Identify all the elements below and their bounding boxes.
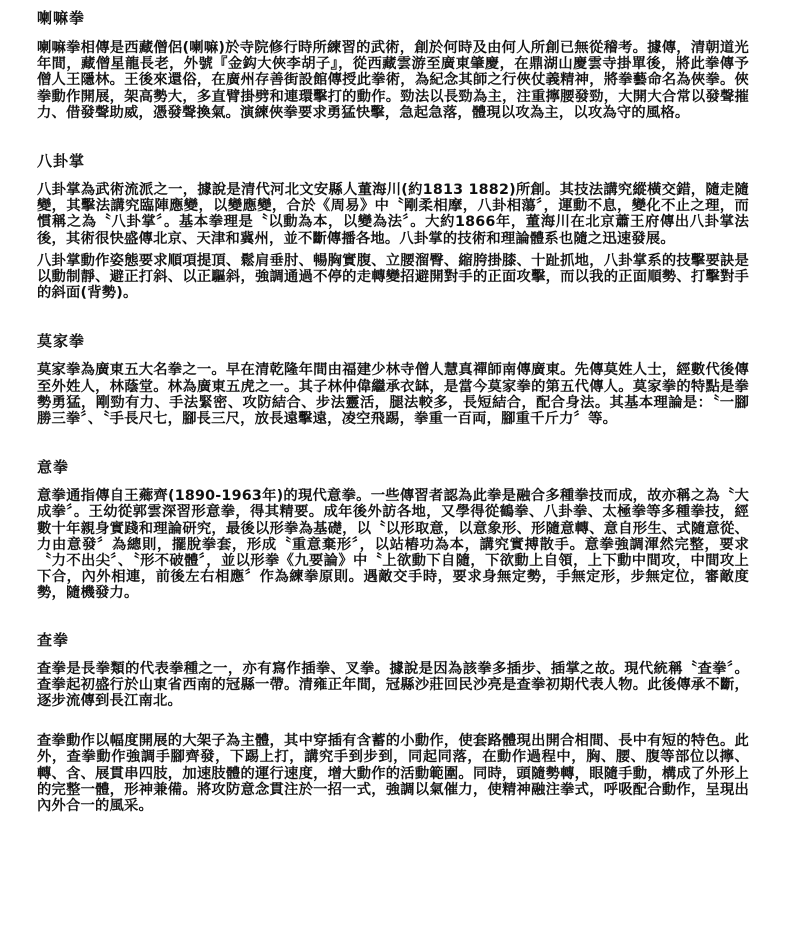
section-lama-fist bbox=[37, 8, 749, 121]
section-title: 意拳 bbox=[37, 458, 70, 477]
section-title: 喇嘛拳 bbox=[37, 9, 86, 27]
section-chaquan bbox=[37, 630, 749, 815]
section-paragraph: 意拳通指傳自王薌齊(1890-1963年)的現代意拳。一些傳習者認為此拳是融合多種拳技而成，故亦稱之為〝大成拳〞。王幼從郭雲深習形意拳，得其精要。成年後外訪各地，又學得從鶴拳、八卦拳、太極拳等多種拳技，經數十年親身實踐和理論研究，最後以形拳為基礎，以〝以形取意，以意象形、形隨意轉、意自形生、式隨意從、力由意發〞為總則，擺脫拳套，形成〝重意棄形〞，以站樁功為本，講究實搏散手。意拳強調渾然完整，要求〝力不出尖〞、〝形不破體〞，並以形拳《九要論》中〝上欲動下自隨，下欲動上自領，上下動中間攻，中間攻上下合，內外相連，前後左右相應〞作為練拳原則。遇敵交手時，要求身無定勢，手無定形，步無定位，審敵度勢，隨機發力。 bbox=[37, 488, 749, 602]
section-title: 查拳 bbox=[37, 630, 70, 649]
section-paragraph: 八卦掌動作姿態要求順項提頂、鬆肩垂肘、暢胸實腹、立腰溜臀、縮胯掛膝、十趾抓地，八卦掌系的技擊要訣是以動制靜、避正打斜、以正驅斜，強調通過不停的走轉變招避開對手的正面攻擊，而以我的正面順勢、打擊對手的斜面(背勢)。 bbox=[37, 252, 749, 302]
section-paragraph: 查拳是長拳類的代表拳種之一，亦有寫作插拳、叉拳。據說是因為該拳多插步、插掌之故。現代統稱〝查拳〞。查拳起初盛行於山東省西南的冠縣一帶。清雍正年間，冠縣沙莊回民沙亮是查拳初期代表人物。此後傳承不斷，逐步流傳到長江南北。 bbox=[37, 660, 749, 710]
section-baguazhang bbox=[37, 151, 749, 301]
section-paragraph: 喇嘛拳相傳是西藏僧侶(喇嘛)於寺院修行時所練習的武術，創於何時及由何人所創已無從稽考。據傳，清朝道光年間，藏僧星龍長老，外號『金鈎大俠李胡子』，從西藏雲游至廣東肇慶，在鼎湖山慶雲寺掛單後，將此拳傳予僧人王隱林。王後來還俗，在廣州存善街設館傳授此拳術，為紀念其師之行俠仗義精神，將拳藝命名為俠拳。俠拳動作開展，架高勢大，多直臂掛劈和連環擊打的動作。勁法以長勁為主，注重擰腰發勁，大開大合常以發聲摧力、借發聲助威，憑發聲換氣。演練俠拳要求勇猛快擊，急起急落，體現以攻為主，以攻為守的風格。 bbox=[37, 40, 749, 121]
section-paragraph: 查拳動作以幅度開展的大架子為主體，其中穿插有含蓄的小動作，使套路體現出開合相間、長中有短的特色。此外，查拳動作強調手腳齊發，下踢上打，講究手到步到，同起同落，在動作過程中，胸、腰、腹等部位以擰、轉、含、展貫串四肢，加速肢體的運行速度，增大動作的活動範圍。同時，頭隨勢轉，眼隨手動，構成了外形上的完整一體，形神兼備。將攻防意念貫注於一招一式，強調以氣催力，使精神融注拳式，呼吸配合動作，呈現出內外合一的風采。 bbox=[37, 733, 749, 815]
section-paragraph: 八卦掌為武術流派之一，據說是清代河北文安縣人董海川(約1813 1882)所創。其技法講究縱橫交錯，隨走隨變，其擊法講究臨陣應變，以變應變，合於《周易》中〝剛柔相摩，八卦相蕩〞，運動不息，變化不止之理，而慣稱之為〝八卦掌〞。基本拳理是〝以動為本，以變為法〞。大約1866年，董海川在北京蕭王府傳出八卦掌法後，其術很快盛傳北京、天津和冀州，並不斷傳播各地。八卦掌的技術和理論體系也隨之迅速發展。 bbox=[37, 182, 749, 247]
section-title: 八卦掌 bbox=[37, 152, 86, 171]
section-title: 莫家拳 bbox=[37, 332, 86, 351]
section-paragraph: 莫家拳為廣東五大名拳之一。早在清乾隆年間由福建少林寺僧人慧真禪師南傳廣東。先傳莫姓人士，經數代後傳至外姓人，林蔭堂。林為廣東五虎之一。其子林仲偉繼承衣缽，是當今莫家拳的第五代傳人。莫家拳的特點是拳勢勇猛，剛勁有力、手法緊密、攻防結合、步法靈活，腿法較多，長短結合，配合身法。其基本理論是：〝一腳勝三拳〞、〝手長尺七，腳長三尺，放長遠擊遠，凌空飛踢，拳重一百両，腳重千斤力〞等。 bbox=[37, 362, 749, 428]
section-mok-gar bbox=[37, 331, 749, 427]
section-yiquan bbox=[37, 457, 749, 601]
